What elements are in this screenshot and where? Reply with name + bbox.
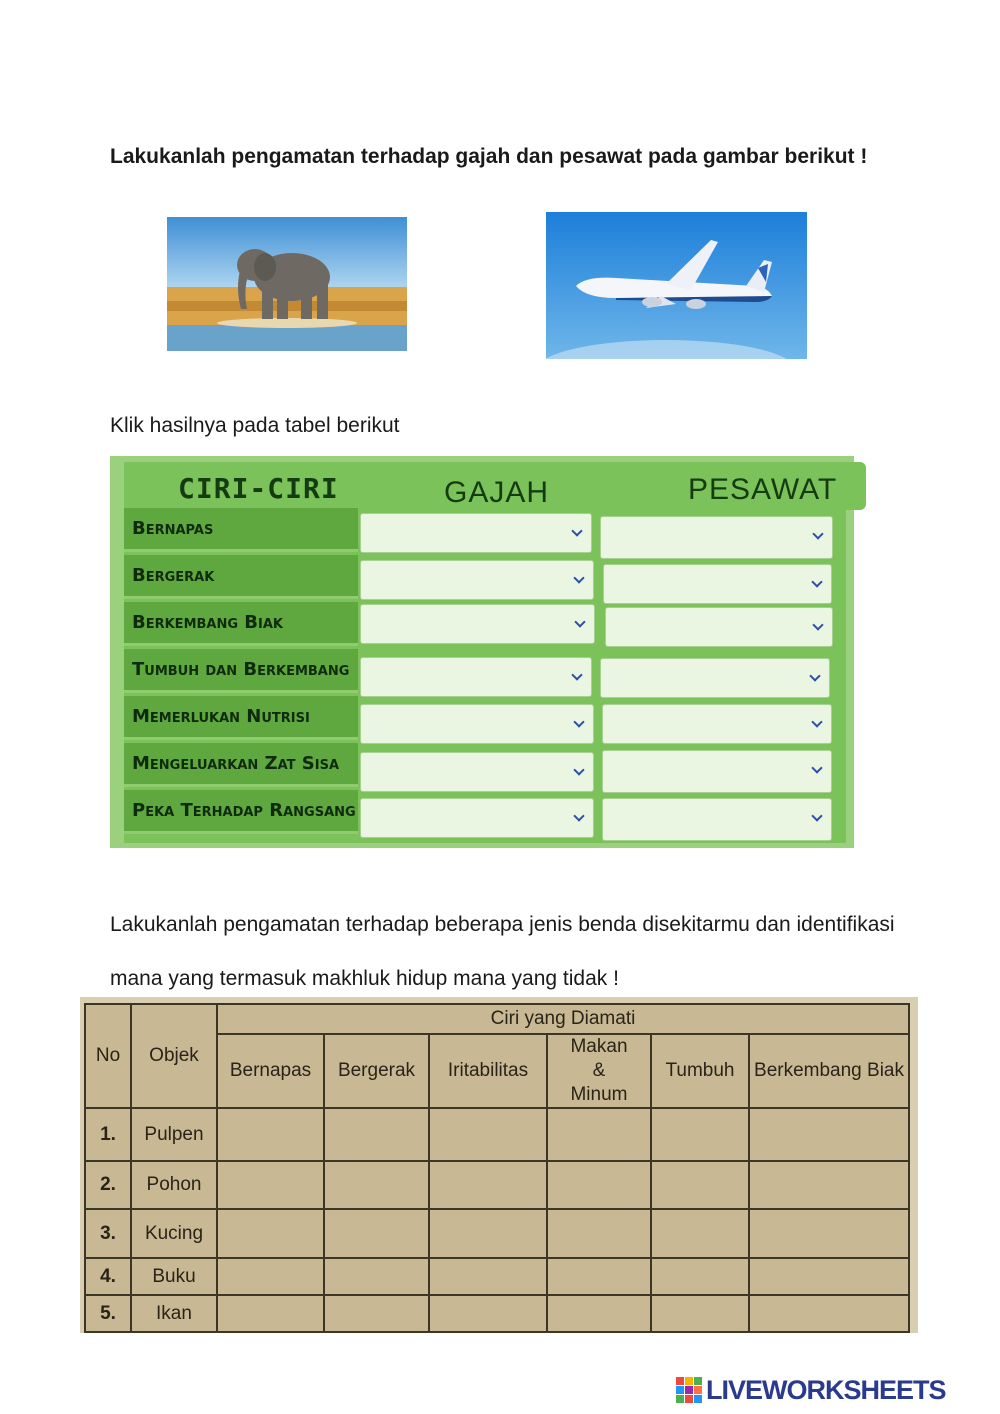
row-label-nutrisi: Memerlukan Nutrisi xyxy=(124,696,358,740)
table-cell xyxy=(429,1209,547,1258)
select-gajah-tumbuh[interactable] xyxy=(360,657,592,697)
select-gajah-bernapas[interactable] xyxy=(360,513,592,553)
table-cell xyxy=(217,1209,324,1258)
col-header-ciri: Iritabilitas xyxy=(429,1034,547,1108)
table-cell xyxy=(429,1161,547,1209)
table-cell xyxy=(547,1161,651,1209)
table-cell xyxy=(749,1161,909,1209)
group-header-ciri: Ciri yang Diamati xyxy=(217,1004,909,1034)
row-label-zat-sisa: Mengeluarkan Zat Sisa xyxy=(124,743,358,787)
row-objek: Buku xyxy=(131,1258,217,1295)
row-objek: Kucing xyxy=(131,1209,217,1258)
table-row xyxy=(85,1258,909,1295)
col-header-ciri: Berkembang Biak xyxy=(749,1034,909,1108)
table-cell xyxy=(429,1258,547,1295)
header-gajah: GAJAH xyxy=(444,476,550,509)
row-objek: Pulpen xyxy=(131,1108,217,1161)
table-row xyxy=(85,1295,909,1332)
header-ciri: CIRI-CIRI xyxy=(178,472,339,505)
table-row xyxy=(85,1108,909,1161)
table-cell xyxy=(217,1295,324,1332)
row-label-rangsang: Peka Terhadap Rangsang xyxy=(124,790,358,834)
table-row xyxy=(85,1161,909,1209)
select-pesawat-rangsang[interactable] xyxy=(602,798,832,841)
table-cell xyxy=(651,1209,749,1258)
row-label-tumbuh: Tumbuh dan Berkembang xyxy=(124,649,358,693)
table-cell xyxy=(324,1161,429,1209)
select-gajah-nutrisi[interactable] xyxy=(360,704,594,744)
table-cell xyxy=(217,1108,324,1161)
select-pesawat-nutrisi[interactable] xyxy=(602,704,832,744)
table-cell xyxy=(547,1295,651,1332)
col-header-no: No xyxy=(85,1004,131,1108)
characteristics-table xyxy=(110,456,854,848)
instruction-observe: Lakukanlah pengamatan terhadap gajah dan pesawat pada gambar berikut ! xyxy=(110,145,868,168)
select-pesawat-zat-sisa[interactable] xyxy=(602,750,832,793)
table-cell xyxy=(547,1258,651,1295)
select-pesawat-berkembang-biak[interactable] xyxy=(605,607,833,647)
row-number: 3. xyxy=(85,1209,131,1258)
select-gajah-bergerak[interactable] xyxy=(360,560,594,600)
table-cell xyxy=(429,1108,547,1161)
observation-table-wrapper xyxy=(80,997,918,1333)
select-gajah-zat-sisa[interactable] xyxy=(360,752,594,792)
row-number: 4. xyxy=(85,1258,131,1295)
col-header-ciri: Bergerak xyxy=(324,1034,429,1108)
row-objek: Pohon xyxy=(131,1161,217,1209)
logo-blocks-icon xyxy=(676,1377,702,1403)
col-header-ciri: Makan & Minum xyxy=(547,1034,651,1108)
table-cell xyxy=(651,1108,749,1161)
instruction-identify: Lakukanlah pengamatan terhadap beberapa jenis benda disekitarmu dan identifikasi mana yang termasuk makhluk hidup mana yang tidak ! xyxy=(110,913,895,990)
table-cell xyxy=(217,1161,324,1209)
select-pesawat-bernapas[interactable] xyxy=(600,516,833,559)
row-label-bernapas: Bernapas xyxy=(124,508,358,552)
table-cell xyxy=(547,1108,651,1161)
row-label-berkembang-biak: Berkembang Biak xyxy=(124,602,358,646)
instruction-click: Klik hasilnya pada tabel berikut xyxy=(110,414,400,437)
table-cell xyxy=(749,1108,909,1161)
table-cell xyxy=(547,1209,651,1258)
elephant-photo xyxy=(167,217,407,351)
select-gajah-berkembang-biak[interactable] xyxy=(360,604,595,644)
table-cell xyxy=(324,1108,429,1161)
table-cell xyxy=(324,1295,429,1332)
observation-table xyxy=(84,1003,910,1333)
row-number: 1. xyxy=(85,1108,131,1161)
table-cell xyxy=(651,1295,749,1332)
table-cell xyxy=(324,1258,429,1295)
airplane-photo xyxy=(546,212,807,359)
table-cell xyxy=(651,1258,749,1295)
table-row xyxy=(85,1209,909,1258)
col-header-ciri: Tumbuh xyxy=(651,1034,749,1108)
row-label-bergerak: Bergerak xyxy=(124,555,358,599)
col-header-objek: Objek xyxy=(131,1004,217,1108)
header-pesawat: PESAWAT xyxy=(674,462,866,510)
col-header-ciri: Bernapas xyxy=(217,1034,324,1108)
select-pesawat-bergerak[interactable] xyxy=(603,564,832,604)
row-number: 2. xyxy=(85,1161,131,1209)
select-pesawat-tumbuh[interactable] xyxy=(600,658,830,698)
table-cell xyxy=(749,1295,909,1332)
row-number: 5. xyxy=(85,1295,131,1332)
row-objek: Ikan xyxy=(131,1295,217,1332)
table-cell xyxy=(651,1161,749,1209)
table-cell xyxy=(749,1209,909,1258)
table-cell xyxy=(324,1209,429,1258)
table-cell xyxy=(217,1258,324,1295)
table-cell xyxy=(429,1295,547,1332)
select-gajah-rangsang[interactable] xyxy=(360,798,594,838)
table-cell xyxy=(749,1258,909,1295)
logo-text: LIVEWORKSHEETS xyxy=(706,1374,946,1405)
liveworksheets-logo xyxy=(676,1374,946,1406)
